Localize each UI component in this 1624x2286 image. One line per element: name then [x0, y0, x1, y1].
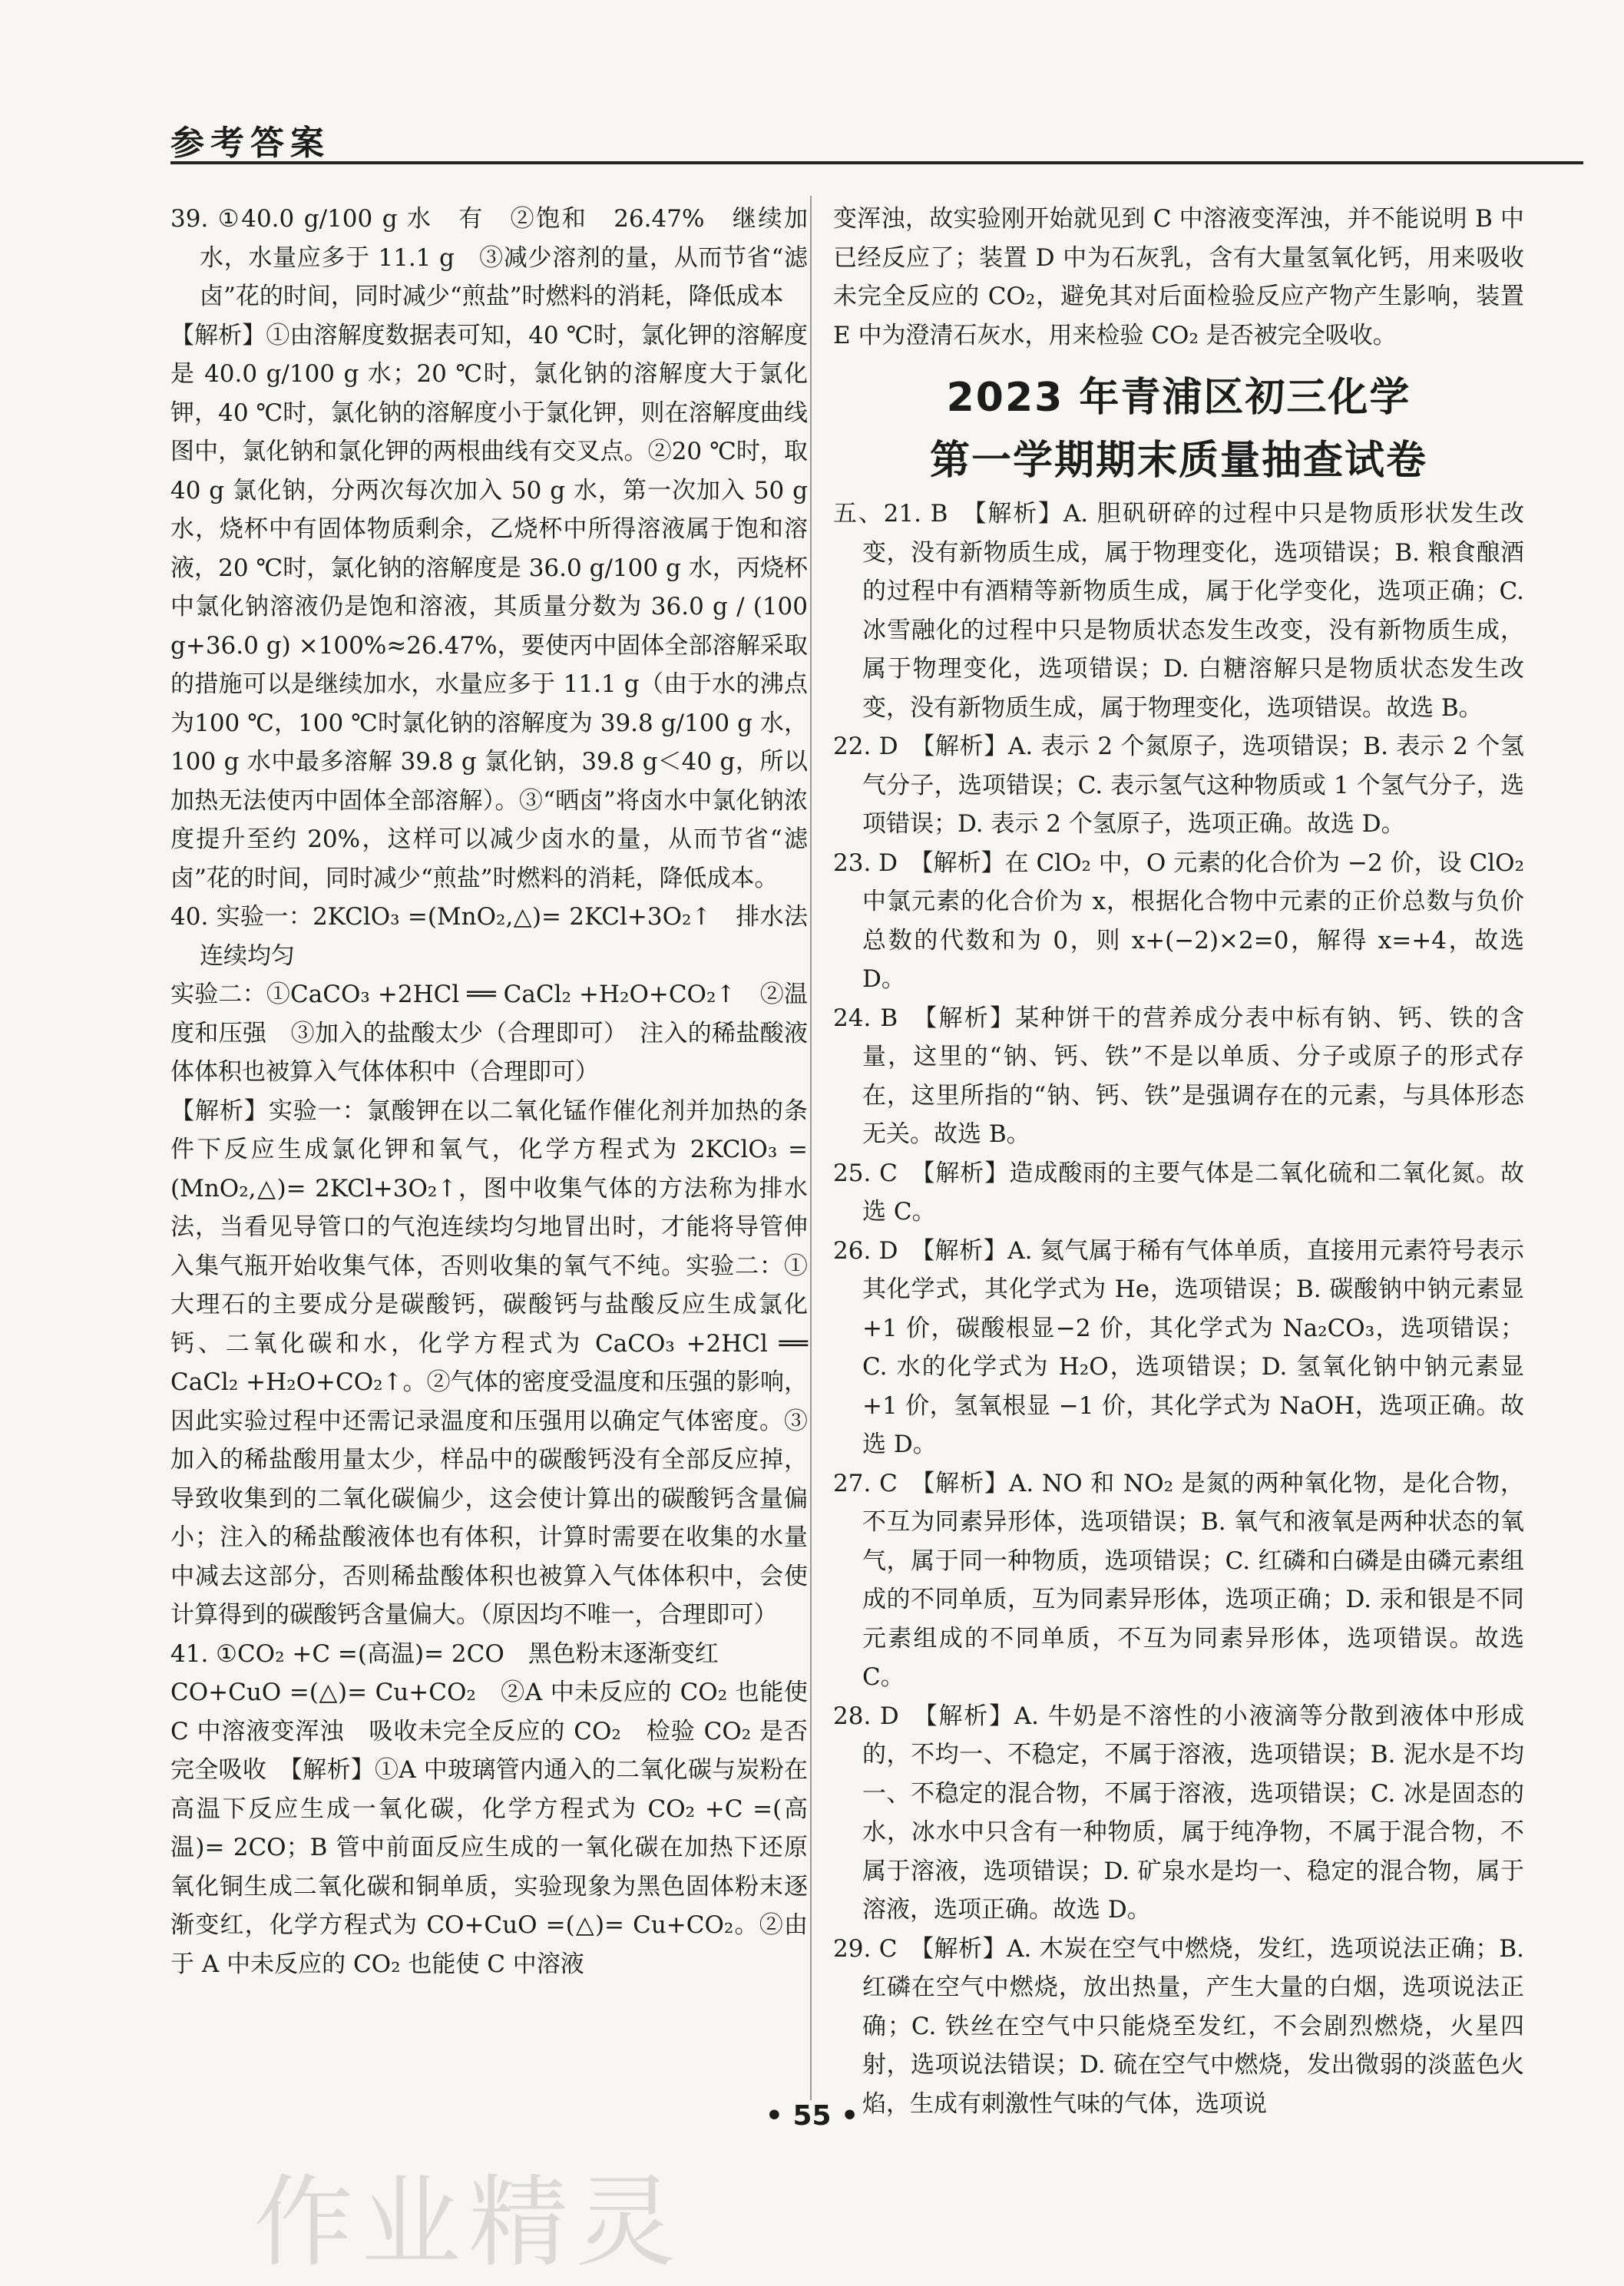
answer-22: 22. D 【解析】A. 表示 2 个氮原子，选项错误；B. 表示 2 个氢气分子，选项错误；C. 表示氢气这种物质或 1 个氢气分子，选项错误；D. 表示 2 个氢原子，选项正确。故选 D。 [833, 733, 1524, 838]
answer-40: 40. 实验一：2KClO₃ =(MnO₂,△)= 2KCl+3O₂↑ 排水法 连续均匀 [170, 903, 832, 970]
answer-24: 24. B 【解析】某种饼干的营养成分表中标有钠、钙、铁的含量，这里的“钠、钙、铁”不是以单质、分子或原子的形式存在，这里所指的“钠、钙、铁”是强调存在的元素，与具体形态无关。故选 B。 [833, 1004, 1524, 1148]
column-divider [810, 196, 812, 2100]
answer-41-analysis: CO+CuO =(△)= Cu+CO₂ ②A 中未反应的 CO₂ 也能使 C 中溶液变浑浊 吸收未完全反应的 CO₂ 检验 CO₂ 是否完全吸收 【解析】①A 中玻璃管内通入的二氧化碳与炭粉在高温下反应生成一氧化碳，化学方程式为 CO₂ +C =(高温)= 2CO；B 管中前面反应生成的一氧化碳在加热下还原氧化铜生成二氧化碳和铜单质，实验现象为黑色固体粉末逐渐变红，化学方程式为 CO+CuO =(△)= Cu+CO₂。②由于 A 中未反应的 CO₂ 也能使 C 中溶液 [170, 1679, 808, 1978]
left-column [170, 200, 832, 1983]
watermark-logo: 作业精灵 [253, 2164, 684, 2281]
answer-40-analysis: 【解析】实验一：氯酸钾在以二氧化锰作催化剂并加热的条件下反应生成氯化钾和氧气，化学方程式为 2KClO₃ =(MnO₂,△)= 2KCl+3O₂↑，图中收集气体的方法称为排水法，当看见导管口的气泡连续均匀地冒出时，才能将导管伸入集气瓶开始收集气体，否则收集的氧气不纯。实验二：①大理石的主要成分是碳酸钙，碳酸钙与盐酸反应生成氯化钙、二氧化碳和水，化学方程式为 CaCO₃ +2HCl ══ CaCl₂ +H₂O+CO₂↑。②气体的密度受温度和压强的影响，因此实验过程中还需记录温度和压强用以确定气体密度。③加入的稀盐酸用量太少，样品中的碳酸钙没有全部反应掉，导致收集到的二氧化碳偏少，这会使计算出的碳酸钙含量偏小；注入的稀盐酸液体也有体积，计算时需要在收集的水量中减去这部分，否则稀盐酸体积也被算入气体体积中，会使计算得到的碳酸钙含量偏大。（原因均不唯一，合理即可） [170, 1097, 808, 1629]
answer-28: 28. D 【解析】A. 牛奶是不溶性的小液滴等分散到液体中形成的，不均一、不稳定，不属于溶液，选项错误；B. 泥水是不均一、不稳定的混合物，不属于溶液，选项错误；C. 冰是固态的水，冰水中只含有一种物质，属于纯净物，不属于混合物，不属于溶液，选项错误；D. 矿泉水是均一、稳定的混合物，属于溶液，选项正确。故选 D。 [833, 1702, 1524, 1924]
answer-25: 25. C 【解析】造成酸雨的主要气体是二氧化硫和二氧化氮。故选 C。 [833, 1159, 1524, 1226]
answer-26: 26. D 【解析】A. 氦气属于稀有气体单质，直接用元素符号表示其化学式，其化学式为 He，选项错误；B. 碳酸钠中钠元素显+1 价，碳酸根显−2 价，其化学式为 Na₂CO₃，选项错误；C. 水的化学式为 H₂O，选项错误；D. 氢氧化钠中钠元素显 +1 价，氢氧根显 −1 价，其化学式为 NaOH，选项正确。故选 D。 [833, 1236, 1524, 1458]
page-number: • 55 • [765, 2100, 859, 2132]
answer-23: 23. D 【解析】在 ClO₂ 中，O 元素的化合价为 −2 价，设 ClO₂ 中氯元素的化合价为 x，根据化合物中元素的正价总数与负价总数的代数和为 0，则 x+(−2)×2=0，解得 x=+4，故选 D。 [833, 849, 1524, 993]
section-title-line2: 第一学期期末质量抽查试卷 [929, 438, 1427, 484]
answer-21: 五、21. B 【解析】A. 胆矾研碎的过程中只是物质形状发生改变，没有新物质生成，属于物理变化，选项错误；B. 粮食酿酒的过程中有酒精等新物质生成，属于化学变化，选项正确；C. 冰雪融化的过程中只是物质状态发生改变，没有新物质生成，属于物理变化，选项错误；D. 白糖溶解只是物质状态发生改变，没有新物质生成，属于物理变化，选项错误。故选 B。 [833, 500, 1524, 722]
right-column [833, 200, 1524, 2123]
answer-29: 29. C 【解析】A. 木炭在空气中燃烧，发红，选项说法正确；B. 红磷在空气中燃烧，放出热量，产生大量的白烟，选项说法正确；C. 铁丝在空气中只能烧至发红，不会剧烈燃烧，火星四射，选项说法错误；D. 硫在空气中燃烧，发出微弱的淡蓝色火焰，生成有刺激性气味的气体，选项说 [833, 1934, 1524, 2118]
answer-27: 27. C 【解析】A. NO 和 NO₂ 是氮的两种氧化物，是化合物，不互为同素异形体，选项错误；B. 氧气和液氧是两种状态的氧气，属于同一种物质，选项错误；C. 红磷和白磷是由磷元素组成的不同单质，互为同素异形体，选项正确；D. 汞和银是不同元素组成的不同单质，不互为同素异形体，选项错误。故选 C。 [833, 1469, 1524, 1691]
header-title: 参考答案 [170, 124, 330, 163]
section-title-line1: 2023 年青浦区初三化学 [946, 375, 1411, 421]
answer-40-experiment-2: 实验二：①CaCO₃ +2HCl ══ CaCl₂ +H₂O+CO₂↑ ②温度和压强 ③加入的盐酸太少（合理即可） 注入的稀盐酸液体体积也被算入气体体积中（合理即可） [170, 981, 808, 1086]
answer-39: 39. ①40.0 g/100 g 水 有 ②饱和 26.47% 继续加水，水量应多于 11.1 g ③减少溶剂的量，从而节省“滤卤”花的时间，同时减少“煎盐”时燃料的消耗，降低成本 [170, 205, 808, 310]
answer-41: 41. ①CO₂ +C =(高温)= 2CO 黑色粉末逐渐变红 [170, 1639, 719, 1668]
header-rule [170, 161, 1583, 164]
answer-39-analysis: 【解析】①由溶解度数据表可知，40 ℃时，氯化钾的溶解度是 40.0 g/100 g 水；20 ℃时，氯化钠的溶解度大于氯化钾，40 ℃时，氯化钠的溶解度小于氯化钾，则在溶解度曲线图中，氯化钠和氯化钾的两根曲线有交叉点。②20 ℃时，取 40 g 氯化钠，分两次每次加入 50 g 水，第一次加入 50 g 水，烧杯中有固体物质剩余，乙烧杯中所得溶液属于饱和溶液，20 ℃时，氯化钠的溶解度是 36.0 g/100 g 水，丙烧杯中氯化钠溶液仍是饱和溶液，其质量分数为 36.0 g / (100 g+36.0 g) ×100%≈26.47%，要使丙中固体全部溶解采取的措施可以是继续加水，水量应多于 11.1 g（由于水的沸点为100 ℃，100 ℃时氯化钠的溶解度为 39.8 g/100 g 水，100 g 水中最多溶解 39.8 g 氯化钠，39.8 g＜40 g，所以加热无法使丙中固体全部溶解）。③“晒卤”将卤水中氯化钠浓度提升至约 20%，这样可以减少卤水的量，从而节省“滤卤”花的时间，同时减少“煎盐”时燃料的消耗，降低成本。 [170, 321, 808, 892]
answer-41-continued: 变浑浊，故实验刚开始就见到 C 中溶液变浑浊，并不能说明 B 中已经反应了；装置 D 中为石灰乳，含有大量氢氧化钙，用来吸收未完全反应的 CO₂，避免其对后面检验反应产物产生影响，装置 E 中为澄清石灰水，用来检验 CO₂ 是否被完全吸收。 [833, 205, 1524, 349]
page-header [170, 115, 1583, 169]
